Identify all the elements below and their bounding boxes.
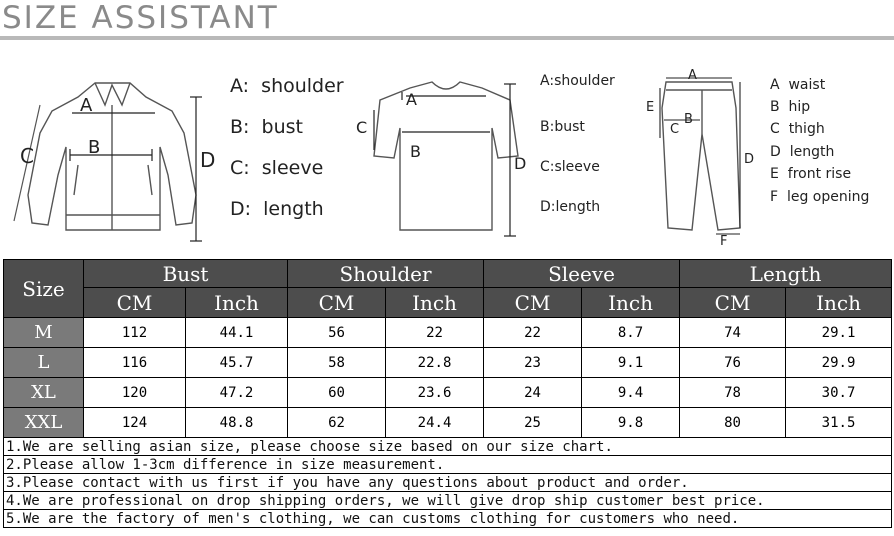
jacket-legend-b: B: bust <box>230 116 303 138</box>
table-cell: 23.6 <box>386 378 484 408</box>
table-cell: 116 <box>84 348 186 378</box>
pants-marker-a: A <box>688 68 697 83</box>
title-divider <box>0 36 894 40</box>
table-cell: 56 <box>288 318 386 348</box>
table-cell: 9.4 <box>582 378 680 408</box>
table-cell: 9.1 <box>582 348 680 378</box>
table-cell: 76 <box>680 348 786 378</box>
tshirt-diagram <box>350 70 530 250</box>
table-cell: 24.4 <box>386 408 484 438</box>
pants-marker-d: D <box>744 152 755 167</box>
tshirt-marker-b: B <box>410 142 421 161</box>
table-cell: 78 <box>680 378 786 408</box>
table-row <box>4 318 892 348</box>
unit-header: Inch <box>786 288 892 318</box>
pants-legend-a: A waist <box>770 77 826 93</box>
table-cell: 29.9 <box>786 348 892 378</box>
unit-header: Inch <box>386 288 484 318</box>
jacket-legend-d: D: length <box>230 198 324 220</box>
table-cell: 22 <box>484 318 582 348</box>
pants-legend-b: B hip <box>770 99 811 115</box>
header-bust: Bust <box>84 260 288 288</box>
table-cell: 124 <box>84 408 186 438</box>
table-cell: 74 <box>680 318 786 348</box>
table-row <box>4 378 892 408</box>
pants-marker-c: C <box>670 122 680 137</box>
unit-header: CM <box>680 288 786 318</box>
table-cell: 23 <box>484 348 582 378</box>
jacket-legend-a: A: shoulder <box>230 75 344 97</box>
table-cell: 120 <box>84 378 186 408</box>
unit-header: Inch <box>582 288 680 318</box>
tshirt-legend-d: D:length <box>540 199 601 215</box>
table-cell: 60 <box>288 378 386 408</box>
note-line: 3.Please contact with us first if you have any questions about product and order. <box>4 474 892 492</box>
table-row <box>4 408 892 438</box>
table-cell: 44.1 <box>186 318 288 348</box>
table-cell: 31.5 <box>786 408 892 438</box>
table-cell: 80 <box>680 408 786 438</box>
pants-marker-e: E <box>646 100 655 115</box>
note-line: 4.We are professional on drop shipping orders, we will give drop ship customer best price. <box>4 492 892 510</box>
table-cell: 47.2 <box>186 378 288 408</box>
table-cell: 22.8 <box>386 348 484 378</box>
page-title: SIZE ASSISTANT <box>2 0 279 36</box>
table-cell: 45.7 <box>186 348 288 378</box>
table-cell: 112 <box>84 318 186 348</box>
jacket-marker-d: D <box>200 148 216 172</box>
table-cell: 25 <box>484 408 582 438</box>
pants-legend-f: F leg opening <box>770 189 870 205</box>
table-row <box>4 348 892 378</box>
tshirt-marker-c: C <box>356 118 368 137</box>
pants-marker-b: B <box>684 112 693 127</box>
row-size-label: XXL <box>4 408 84 438</box>
table-cell: 22 <box>386 318 484 348</box>
unit-header: CM <box>288 288 386 318</box>
size-chart-table <box>3 259 892 528</box>
note-line: 2.Please allow 1-3cm difference in size measurement. <box>4 456 892 474</box>
table-cell: 29.1 <box>786 318 892 348</box>
unit-header: CM <box>484 288 582 318</box>
unit-header: Inch <box>186 288 288 318</box>
pants-legend-c: C thigh <box>770 121 825 137</box>
table-cell: 58 <box>288 348 386 378</box>
unit-header: CM <box>84 288 186 318</box>
row-size-label: M <box>4 318 84 348</box>
table-cell: 8.7 <box>582 318 680 348</box>
jacket-legend-c: C: sleeve <box>230 157 324 179</box>
jacket-diagram <box>0 45 220 255</box>
table-cell: 9.8 <box>582 408 680 438</box>
header-length: Length <box>680 260 892 288</box>
jacket-marker-a: A <box>80 95 93 116</box>
jacket-marker-b: B <box>88 137 101 158</box>
pants-diagram <box>640 68 765 254</box>
table-cell: 24 <box>484 378 582 408</box>
row-size-label: L <box>4 348 84 378</box>
tshirt-illustration <box>350 70 530 250</box>
pants-legend-e: E front rise <box>770 166 852 182</box>
pants-legend-d: D length <box>770 144 835 160</box>
row-size-label: XL <box>4 378 84 408</box>
jacket-marker-c: C <box>20 144 34 168</box>
header-sleeve: Sleeve <box>484 260 680 288</box>
header-shoulder: Shoulder <box>288 260 484 288</box>
table-cell: 62 <box>288 408 386 438</box>
tshirt-legend-a: A:shoulder <box>540 73 615 89</box>
note-line: 1.We are selling asian size, please choose size based on our size chart. <box>4 438 892 456</box>
tshirt-legend-c: C:sleeve <box>540 159 600 175</box>
pants-marker-f: F <box>720 234 728 249</box>
tshirt-marker-d: D <box>514 154 527 173</box>
note-line: 5.We are the factory of men's clothing, we can customs clothing for customers who need. <box>4 510 892 528</box>
table-cell: 48.8 <box>186 408 288 438</box>
tshirt-legend-b: B:bust <box>540 119 585 135</box>
tshirt-marker-a: A <box>406 90 417 109</box>
size-header: Size <box>4 260 84 318</box>
table-cell: 30.7 <box>786 378 892 408</box>
